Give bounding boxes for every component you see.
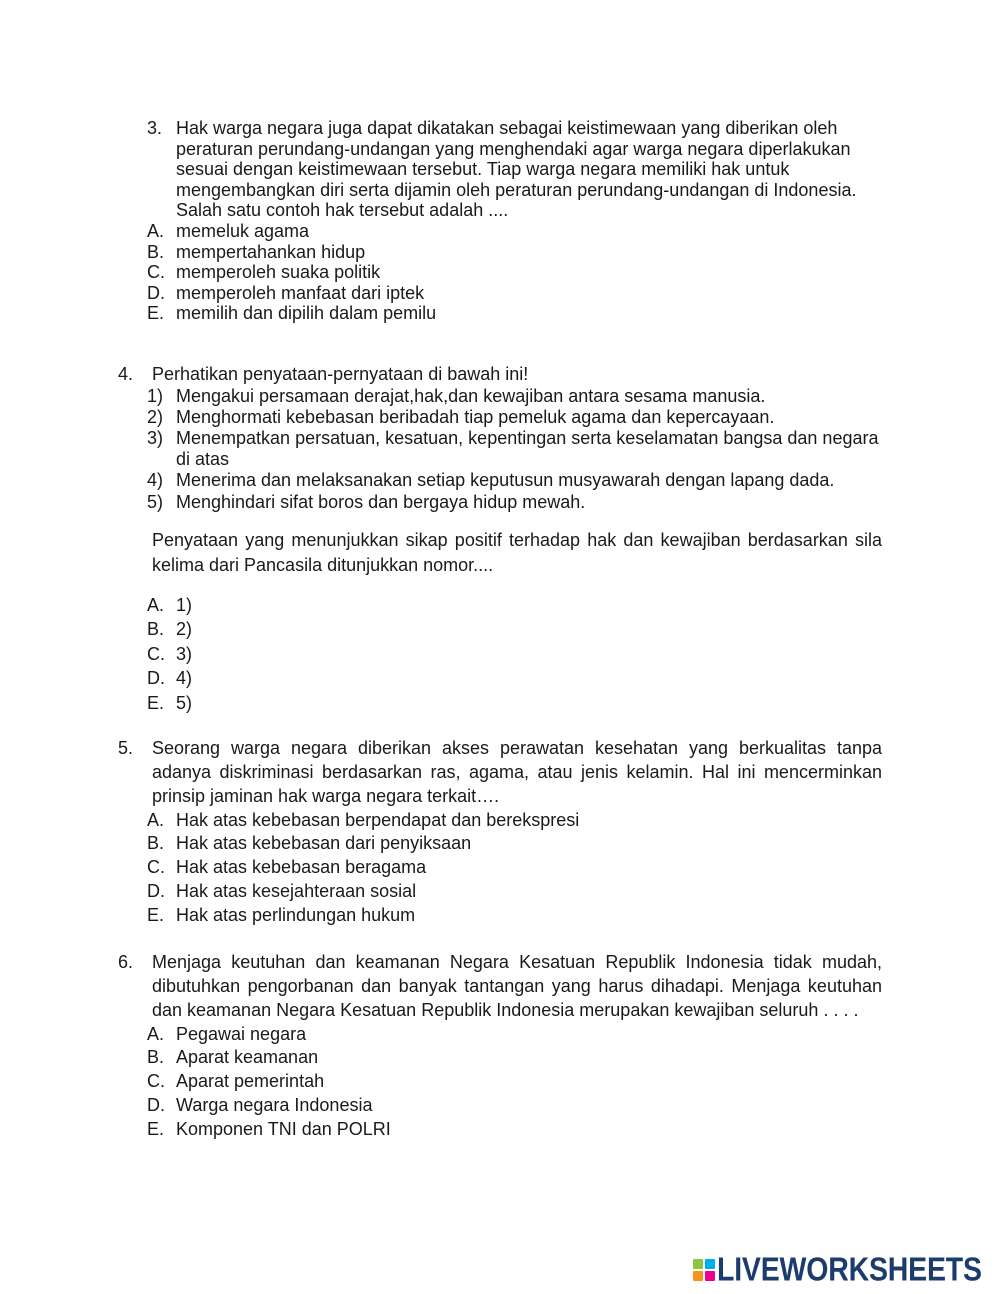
option-text: memilih dan dipilih dalam pemilu [176,303,437,324]
question-text-line: sesuai dengan keistimewaan tersebut. Tiap warga negara memiliki hak untuk [176,159,790,180]
option-b [118,832,882,856]
question-text-line: prinsip jaminan hak warga negara terkait…. [152,785,500,806]
option-letter: A. [147,1023,165,1044]
option-letter: D. [147,668,165,689]
question-text-line: kelima dari Pancasila ditunjukkan nomor.... [152,554,494,575]
logo-icon-square [705,1259,715,1269]
question-text-line: Hak warga negara juga dapat dikatakan sebagai keistimewaan yang diberikan oleh [176,118,838,138]
option-letter: E. [147,303,165,324]
option-c [118,642,192,667]
option-e [118,904,882,928]
liveworksheets-logo [693,1251,982,1289]
option-d [118,1094,882,1118]
question-text-line: peraturan perundang-undangan yang menghendaki agar warga negara diperlakukan [176,138,851,159]
option-text: Aparat keamanan [176,1047,319,1068]
logo-icon-square [693,1271,703,1281]
question-text-line: Penyataan yang menunjukkan sikap positif terhadap hak dan kewajiban berdasarkan sila [152,529,882,550]
answer-options [118,593,192,716]
option-letter: D. [147,1095,165,1116]
option-letter: A. [147,220,165,241]
question-text-line: dan keamanan Negara Kesatuan Republik Indonesia merupakan kewajiban seluruh . . . . [152,999,859,1020]
question-stem [118,364,878,385]
option-c [118,856,882,880]
option-e [118,1118,882,1142]
option-letter: C. [147,643,165,664]
option-text: 5) [176,692,193,713]
option-letter: D. [147,881,165,902]
option-letter: C. [147,262,165,283]
logo-icon-square [705,1271,715,1281]
option-text: Aparat pemerintah [176,1071,325,1092]
statement-item [118,407,878,428]
option-text: Hak atas kebebasan beragama [176,857,427,878]
statement-list [118,386,878,513]
option-text: 3) [176,643,193,664]
statement-item [118,492,878,513]
option-text: memperoleh manfaat dari iptek [176,282,425,303]
option-text: 4) [176,668,193,689]
option-text: 2) [176,619,193,640]
question-prompt [118,528,882,578]
option-d [147,283,856,304]
option-letter: E. [147,904,165,925]
option-e [147,303,856,324]
option-d [118,666,192,691]
question-stem [118,951,882,1023]
option-d [118,880,882,904]
statement-item [118,386,878,407]
statement-text: Menghindari sifat boros dan bergaya hidup mewah. [176,491,586,512]
statement-text: di atas [176,449,230,470]
question-text-line: dibutuhkan pengorbanan dan banyak tantangan yang harus dihadapi. Menjaga keutuhan [152,975,882,996]
answer-options [118,809,882,928]
answer-options [147,221,856,324]
option-letter: B. [147,619,165,640]
statement-text: Mengakui persamaan derajat,hak,dan kewajiban antara sesama manusia. [176,385,766,406]
statement-item [118,428,878,470]
answer-options [118,1023,882,1142]
option-text: 1) [176,594,193,615]
question-text-line: Perhatikan penyataan-pernyataan di bawah ini! [152,364,529,385]
question-stem [147,118,856,221]
option-text: Hak atas perlindungan hukum [176,904,416,925]
option-text: Hak atas kesejahteraan sosial [176,881,417,902]
question-number: 6. [118,952,134,972]
option-a [118,593,192,618]
question-text-line: Menjaga keutuhan dan keamanan Negara Kesatuan Republik Indonesia tidak mudah, [152,952,882,972]
option-b [118,1046,882,1070]
option-text: Warga negara Indonesia [176,1095,373,1116]
question-number: 4. [118,364,134,385]
option-letter: A. [147,809,165,830]
question-text-line: adanya diskriminasi berdasarkan ras, agama, atau jenis kelamin. Hal ini mencerminkan [152,761,882,782]
option-letter: C. [147,857,165,878]
option-b [147,242,856,263]
option-text: memperoleh suaka politik [176,262,381,283]
statement-text: Menempatkan persatuan, kesatuan, kepentingan serta keselamatan bangsa dan negara [176,428,879,448]
option-letter: E. [147,1118,165,1139]
question-text-line: Salah satu contoh hak tersebut adalah .... [176,200,509,221]
question-text-line: mengembangkan diri serta dijamin oleh peraturan perundang-undangan di Indonesia. [176,179,857,200]
statement-number: 1) [147,385,164,406]
option-text: mempertahankan hidup [176,241,366,262]
option-text: Komponen TNI dan POLRI [176,1118,391,1139]
option-text: Hak atas kebebasan berpendapat dan berekspresi [176,809,580,830]
option-letter: B. [147,833,165,854]
logo-icon [693,1259,715,1281]
option-letter: C. [147,1071,165,1092]
option-letter: B. [147,241,165,262]
option-e [118,691,192,716]
logo-icon-square [693,1259,703,1269]
statement-number: 4) [147,470,164,491]
option-letter: A. [147,594,165,615]
option-letter: E. [147,692,165,713]
question-number: 5. [118,738,134,758]
option-a [118,1023,882,1047]
option-a [118,809,882,833]
statement-text: Menerima dan melaksanakan setiap keputusun musyawarah dengan lapang dada. [176,470,835,491]
option-text: Hak atas kebebasan dari penyiksaan [176,833,472,854]
option-c [147,262,856,283]
option-letter: B. [147,1047,165,1068]
question-stem [118,737,882,809]
option-c [118,1070,882,1094]
statement-text: Menghormati kebebasan beribadah tiap pemeluk agama dan kepercayaan. [176,406,775,427]
option-letter: D. [147,282,165,303]
option-text: memeluk agama [176,220,310,241]
statement-item [118,470,878,491]
statement-number: 5) [147,491,164,512]
option-text: Pegawai negara [176,1023,307,1044]
option-a [147,221,856,242]
logo-wordmark: LIVEWORKSHEETS [717,1251,982,1289]
statement-number: 3) [147,428,164,448]
option-b [118,617,192,642]
statement-number: 2) [147,406,164,427]
question-text-line: Seorang warga negara diberikan akses perawatan kesehatan yang berkualitas tanpa [152,738,882,758]
question-number: 3. [147,118,163,138]
